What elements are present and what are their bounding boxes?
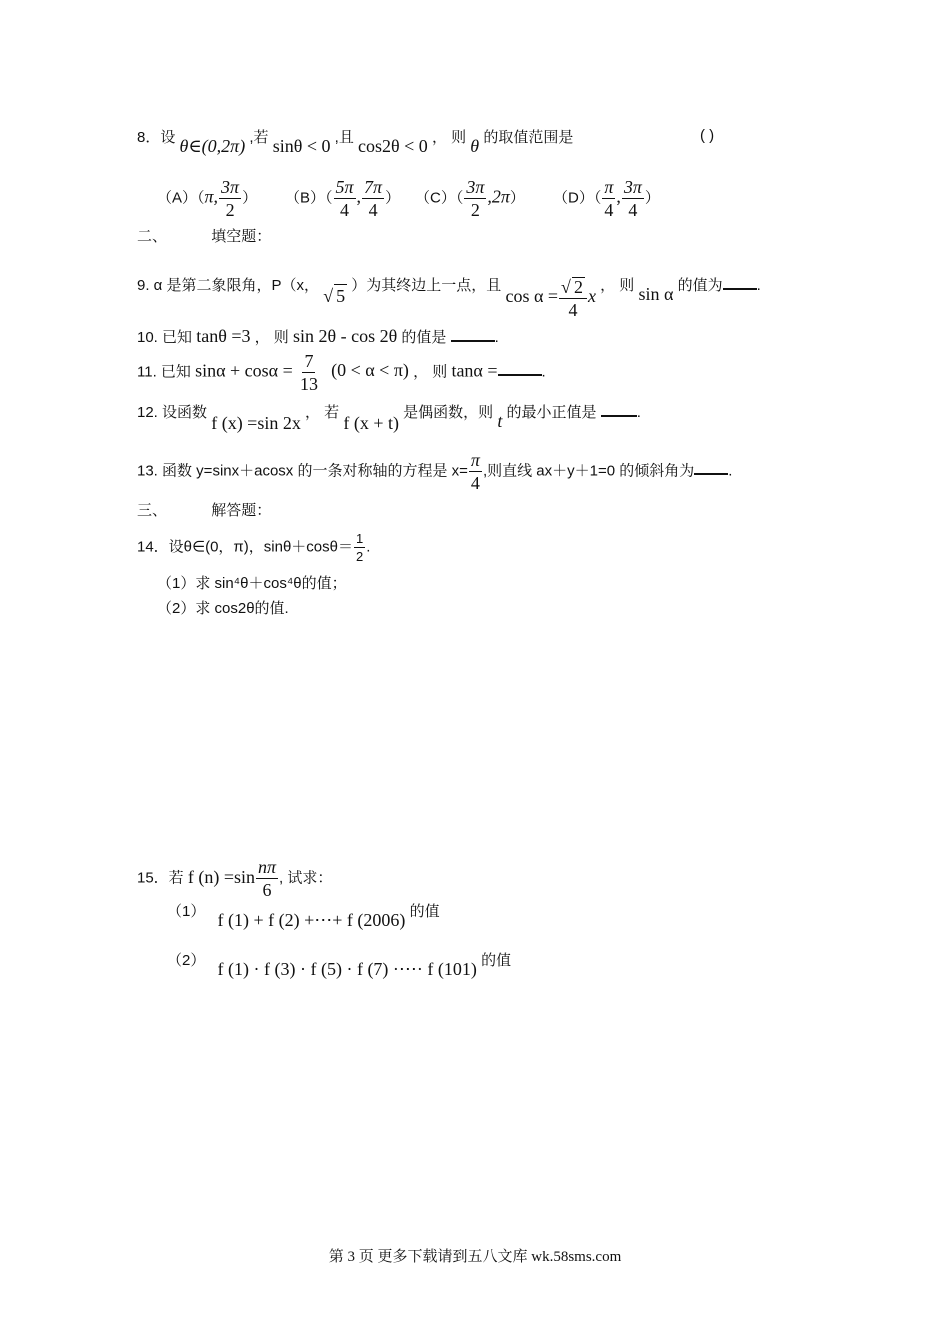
answer-blank[interactable]: [694, 459, 728, 475]
answer-blank[interactable]: [498, 360, 542, 376]
text: .: [756, 277, 761, 295]
section-title: 解答题：: [211, 502, 272, 519]
math-theta: θ: [470, 136, 480, 156]
text: 的值: [481, 952, 512, 969]
text: .: [728, 462, 733, 480]
text: 15．若: [137, 869, 184, 887]
fraction: [464, 178, 486, 219]
fraction: [622, 178, 644, 219]
question-15-part-2: [167, 948, 512, 979]
radicand: 5: [336, 286, 346, 307]
math: x: [587, 286, 596, 307]
text: .: [636, 404, 641, 421]
fraction: [362, 178, 384, 219]
numerator: 3π: [221, 177, 240, 197]
numerator: 3π: [466, 177, 485, 197]
math: f (x + t): [343, 413, 399, 433]
text: ）: [509, 189, 525, 207]
text: 9. α 是第二象限角，: [137, 277, 272, 295]
text: 10. 已知: [137, 329, 193, 346]
q8-option-a: [157, 178, 257, 219]
text: ）: [385, 189, 401, 207]
section-number: 二、: [137, 228, 168, 245]
text: .: [494, 329, 499, 346]
section-number: 三、: [137, 502, 168, 519]
question-15-part-1: [167, 899, 440, 930]
question-14-part-2: （2）求 cos2θ的值.: [157, 600, 289, 617]
question-number: 8．设: [137, 129, 176, 146]
numerator: 5π: [335, 177, 354, 197]
text: ）: [242, 189, 258, 207]
fraction: [602, 178, 615, 219]
question-15: [137, 858, 332, 899]
denominator: 13: [299, 374, 318, 394]
math-cos-cond: cos2θ < 0: [358, 136, 428, 156]
section-heading-3: [137, 500, 271, 522]
numerator: 7π: [364, 177, 383, 197]
numerator: π: [604, 177, 614, 197]
text: .: [541, 363, 546, 381]
math: sin 2θ - cos 2θ: [292, 326, 398, 346]
numerator: π: [470, 450, 480, 470]
fraction: [256, 858, 278, 899]
math: ,2π: [487, 186, 510, 207]
numerator: 7: [304, 351, 314, 371]
question-9: [137, 265, 761, 320]
text: 的取值范围是: [483, 129, 574, 146]
text: .: [366, 538, 371, 556]
text: 是偶函数，则: [403, 404, 494, 421]
math: sinα + cosα =: [195, 360, 293, 381]
denominator: 4: [628, 200, 638, 220]
text: 14．设θ∈(0，π)，sinθ＋cosθ＝: [137, 538, 353, 556]
part-label: （2）: [167, 952, 206, 969]
text: 的值为: [677, 277, 723, 295]
numerator: 1: [355, 531, 364, 546]
text: ）: [644, 189, 660, 207]
text: ,: [356, 186, 362, 207]
question-13: [137, 451, 732, 492]
text: 11. 已知: [137, 363, 191, 381]
text: 12. 设函数: [137, 404, 208, 421]
math: (0 < α < π): [331, 360, 409, 381]
text: 13. 函数 y=sinx＋acosx 的一条对称轴的方程是 x=: [137, 462, 468, 480]
math-sin: sin α: [638, 284, 674, 305]
sqrt-5: √ 5: [323, 286, 346, 307]
denominator: 4: [568, 300, 578, 320]
question-12: [137, 400, 641, 433]
answer-paren: ( ): [700, 127, 715, 144]
option-label: （A）（: [157, 189, 205, 207]
math: tanα =: [451, 360, 498, 381]
text: 的最小正值是: [506, 404, 597, 421]
option-label: （C）（: [415, 189, 464, 207]
text: P（x，: [271, 277, 320, 295]
text: ， 则: [431, 129, 467, 146]
page-footer[interactable]: 第 3 页 更多下载请到五八文库 wk.58sms.com: [328, 1249, 622, 1265]
question-14-part-1: （1）求 sin⁴θ＋cos⁴θ的值；: [157, 575, 347, 592]
question-8: [137, 125, 574, 156]
text: ， 则: [254, 329, 289, 346]
q8-option-c: [415, 178, 525, 219]
answer-blank[interactable]: [723, 274, 757, 290]
denominator: 4: [470, 473, 480, 493]
text: ,若: [249, 129, 269, 146]
text: ,且: [334, 129, 354, 146]
denominator: 6: [262, 880, 272, 900]
fraction: [219, 178, 241, 219]
denominator: 4: [604, 200, 614, 220]
text: ,则直线 ax＋y＋1=0 的倾斜角为: [482, 462, 695, 480]
math: f (x) =sin 2x: [211, 413, 301, 433]
denominator: 2: [355, 549, 364, 564]
option-label: （B）（: [285, 189, 333, 207]
math-range: θ∈(0,2π): [179, 136, 246, 156]
q8-option-b: [285, 178, 400, 219]
fraction: [334, 178, 356, 219]
answer-blank[interactable]: [601, 401, 637, 417]
math: f (1) + f (2) +⋯+ f (2006): [217, 910, 406, 930]
numerator: nπ: [258, 857, 277, 877]
math: π,: [204, 186, 219, 207]
question-11: [137, 352, 546, 393]
text: 的值是: [401, 329, 447, 346]
numerator: 3π: [623, 177, 642, 197]
question-10: [137, 325, 499, 349]
text: ， 则: [413, 363, 448, 381]
answer-blank[interactable]: [451, 326, 495, 342]
radicand: 2: [573, 277, 583, 297]
math: f (1) · f (3) · f (5) · f (7) ·⋯· f (101): [217, 959, 477, 979]
text: , 试求：: [279, 869, 333, 887]
text: ， 则: [600, 277, 635, 295]
fraction: $\frac{√ 2}{4}$: [559, 277, 587, 319]
math: tanθ =3: [196, 326, 251, 346]
section-title: 填空题：: [211, 228, 272, 245]
fraction: [298, 352, 320, 393]
math: t: [497, 411, 503, 431]
math: f (n) =sin: [187, 866, 255, 887]
denominator: 2: [225, 200, 235, 220]
math-cos-eq: [505, 277, 596, 320]
q8-option-d: [553, 178, 660, 219]
question-14: [137, 532, 370, 563]
math-sin-cond: sinθ < 0: [272, 136, 331, 156]
math-f-n: [187, 857, 279, 900]
math: cos α =: [505, 286, 559, 307]
denominator: 4: [340, 200, 350, 220]
denominator: 4: [368, 200, 378, 220]
section-heading-2: [137, 226, 271, 248]
text: ， 若: [305, 404, 340, 421]
part-label: （1）: [167, 903, 206, 920]
fraction: [469, 451, 482, 492]
text: ,: [616, 186, 621, 207]
text: ）为其终边上一点，且: [351, 277, 502, 295]
denominator: 2: [470, 200, 480, 220]
option-label: （D）（: [553, 189, 602, 207]
fraction: [354, 532, 365, 563]
text: 的值: [409, 903, 440, 920]
